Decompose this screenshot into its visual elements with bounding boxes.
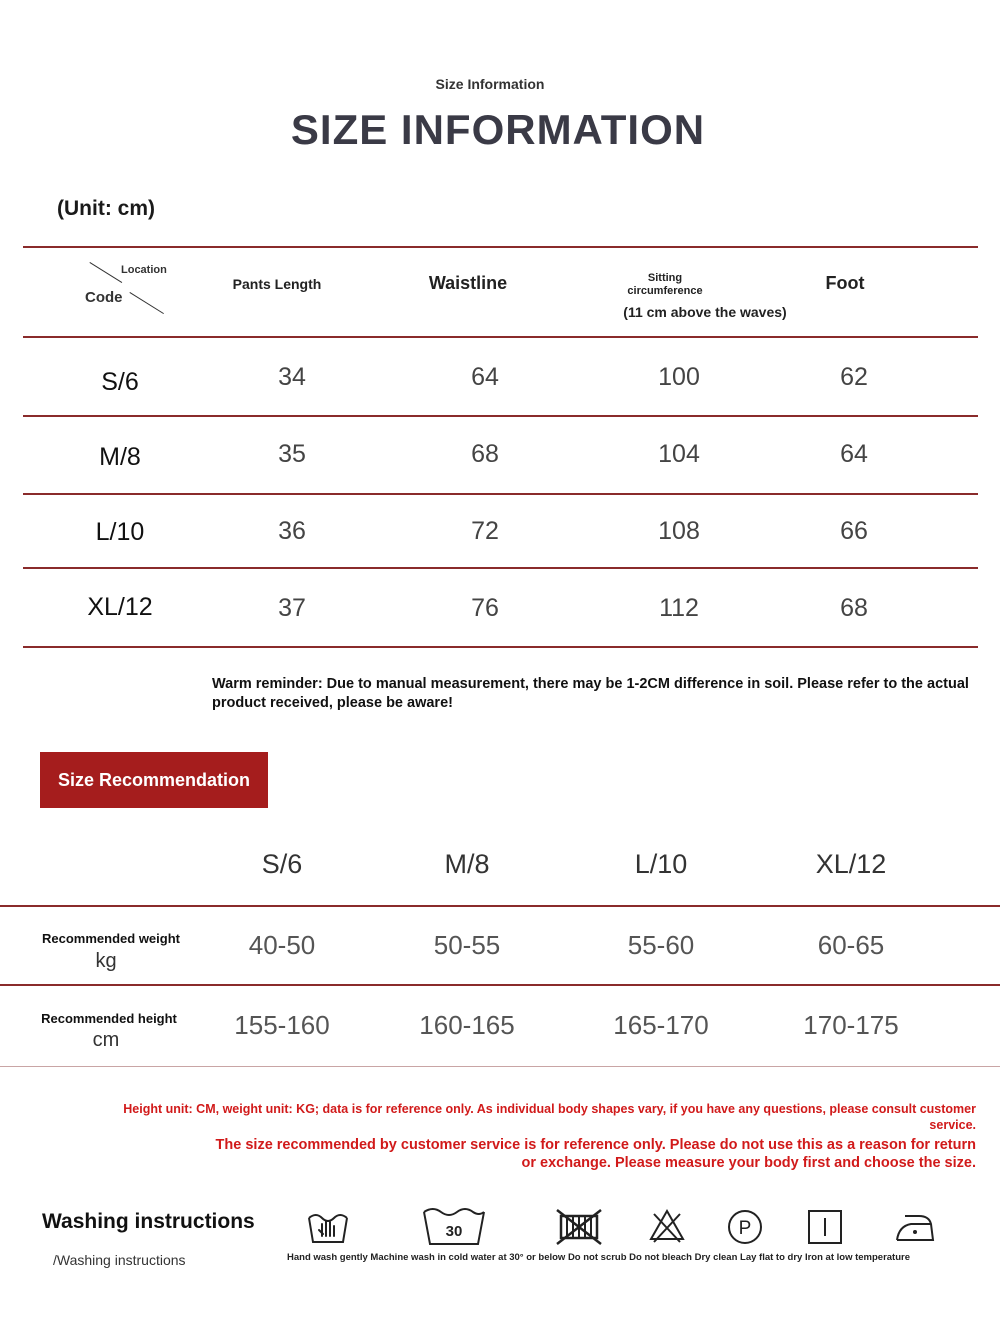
- pants-length-value: 34: [278, 363, 306, 391]
- weight-value: 55-60: [627, 930, 695, 960]
- foot-value: 68: [840, 594, 868, 622]
- table-rule: [23, 336, 978, 338]
- do-not-scrub-icon: [553, 1206, 605, 1248]
- machine-wash-30-icon: [421, 1206, 487, 1248]
- rec-size-header: L/10: [634, 849, 688, 879]
- sitting-value: 100: [658, 363, 700, 391]
- reference-note: Height unit: CM, weight unit: KG; data is for reference only. As individual body shapes vary, if you have any questions, please consult customer service.: [123, 1102, 976, 1132]
- corner-location-label: Location: [121, 264, 167, 276]
- recommended-weight-label: Recommended weight: [42, 931, 180, 946]
- pants-length-value: 37: [278, 594, 306, 622]
- foot-value: 66: [840, 517, 868, 545]
- sitting-value: 108: [658, 517, 700, 545]
- washing-title: Washing instructions: [42, 1210, 255, 1233]
- height-value: 155-160: [234, 1010, 330, 1040]
- waistline-value: 68: [471, 440, 499, 468]
- sitting-value: 104: [658, 440, 700, 468]
- wash-temp-label: 30: [445, 1223, 463, 1240]
- weight-value: 50-55: [433, 930, 501, 960]
- iron-low-icon: [893, 1206, 937, 1246]
- column-header-foot: Foot: [825, 273, 865, 293]
- corner-code-label: Code: [85, 289, 123, 306]
- lay-flat-dry-icon: [806, 1206, 844, 1246]
- page-title: SIZE INFORMATION: [290, 106, 706, 153]
- corner-diagonal: [129, 292, 163, 314]
- washing-captions: Hand wash gently Machine wash in cold water at 30° or below Do not scrub Do not bleach Dry clean Lay flat to dry Iron at low temperature: [287, 1252, 911, 1263]
- corner-header: [80, 258, 170, 320]
- weight-unit: kg: [95, 950, 117, 972]
- rec-rule: [0, 984, 1000, 986]
- dry-clean-icon: [726, 1206, 764, 1246]
- table-rule: [23, 493, 978, 495]
- column-header-waistline: Waistline: [428, 273, 508, 293]
- size-code: XL/12: [87, 593, 153, 621]
- size-code: M/8: [99, 443, 141, 471]
- corner-diagonal: [89, 262, 122, 283]
- weight-value: 60-65: [817, 930, 885, 960]
- height-value: 170-175: [803, 1010, 899, 1040]
- waistline-value: 64: [471, 363, 499, 391]
- do-not-bleach-icon: [648, 1206, 686, 1246]
- column-header-pants-length: Pants Length: [232, 276, 322, 292]
- column-header-sitting: [605, 272, 725, 298]
- foot-value: 62: [840, 363, 868, 391]
- size-code: S/6: [101, 368, 139, 396]
- sub-title: Size Information: [435, 76, 545, 92]
- customer-service-note: The size recommended by customer service is for reference only. Please do not use this as a reason for return or exchange. Please measure your body first and choose the size.: [215, 1137, 976, 1171]
- hand-wash-icon: [306, 1206, 350, 1246]
- size-code: L/10: [95, 518, 145, 546]
- pants-length-value: 35: [278, 440, 306, 468]
- size-recommendation-button[interactable]: Size Recommendation: [40, 752, 268, 808]
- sitting-value: 112: [659, 594, 699, 622]
- weight-value: 40-50: [248, 930, 316, 960]
- pants-length-value: 36: [278, 517, 306, 545]
- sitting-label: Sitting circumference: [627, 272, 703, 297]
- rec-size-header: M/8: [444, 849, 490, 879]
- svg-text:P: P: [738, 1218, 752, 1239]
- table-rule: [23, 415, 978, 417]
- table-rule: [23, 246, 978, 248]
- rec-rule: [0, 1066, 1000, 1067]
- recommended-height-label: Recommended height: [41, 1011, 177, 1026]
- waistline-value: 72: [471, 517, 499, 545]
- rec-size-header: XL/12: [815, 849, 887, 879]
- height-value: 165-170: [613, 1010, 709, 1040]
- table-rule: [23, 567, 978, 569]
- washing-subtitle: /Washing instructions: [53, 1252, 186, 1268]
- waistline-value: 76: [471, 594, 499, 622]
- height-value: 160-165: [419, 1010, 515, 1040]
- warm-reminder: Warm reminder: Due to manual measurement, there may be 1-2CM difference in soil. Please refer to the actual product received, please be aware!: [212, 676, 969, 711]
- foot-value: 64: [840, 440, 868, 468]
- rec-size-header: S/6: [261, 849, 303, 879]
- table-rule: [23, 646, 978, 648]
- column-header-sitting-note: (11 cm above the waves): [623, 304, 787, 320]
- rec-rule: [0, 905, 1000, 907]
- unit-label: (Unit: cm): [57, 197, 155, 220]
- height-unit: cm: [92, 1029, 120, 1051]
